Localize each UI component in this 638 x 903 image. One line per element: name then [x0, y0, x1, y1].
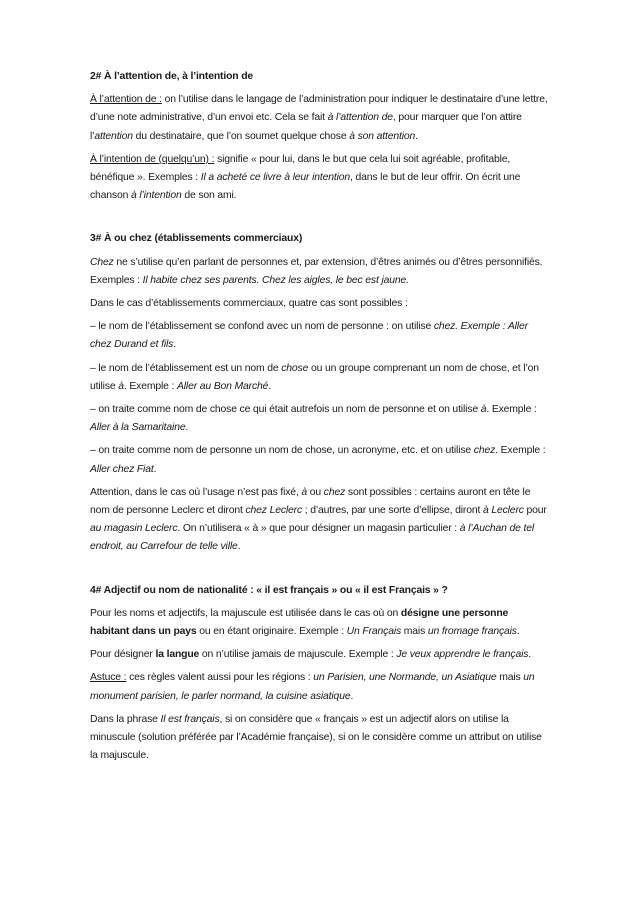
text-run: un fromage français [427, 626, 517, 638]
text-run: – le nom de l’établissement se confond avec un nom de personne : on utilise [90, 321, 434, 333]
text-run: ne s’utilise qu’en parlant de personnes et, par extension, d’êtres animés ou d’êtres personnifiés. Exemples : [90, 256, 543, 286]
text-run: . [516, 626, 520, 638]
text-run: Je veux apprendre le français [396, 649, 529, 661]
paragraph [90, 646, 548, 664]
text-run: . [185, 422, 189, 434]
section-spacer [90, 562, 548, 582]
text-run: . Exemple : [486, 404, 537, 416]
text-run: chez. Exemple : Aller chez Durand et fils [90, 321, 528, 351]
text-run: mais [401, 626, 428, 638]
text-run: à [301, 486, 308, 498]
section-title: 2# À l’attention de, à l’intention de [90, 71, 254, 82]
text-run: Il habite chez ses parents. Chez les aigles, le bec est jaune. [142, 274, 409, 286]
text-run: sont possibles : certains auront en tête le nom de personne Leclerc et diront [90, 486, 531, 517]
text-run: désigne une personne habitant dans un pays [90, 607, 509, 638]
text-run: au magasin Leclerc [90, 523, 178, 535]
text-run: on n’utilise jamais de majuscule. Exemple : [199, 649, 397, 661]
paragraph [90, 484, 548, 557]
text-run: Pour les noms et adjectifs, la majuscule est utilisée dans le cas où on [90, 607, 401, 619]
paragraph [90, 360, 548, 396]
text-run: la langue [155, 649, 200, 661]
text-run: ou [307, 486, 324, 498]
text-run: Attention, dans le cas où l’usage n’est pas fixé, [90, 486, 302, 498]
text-run: chez Leclerc [245, 505, 303, 517]
text-run: , si on considère que « français » est un adjectif alors on utilise la minuscule (solution préférée par l’Académie française), si on le considère comme un attribut on utilise la majuscule. [90, 713, 542, 762]
text-run: attention [94, 130, 133, 142]
paragraph [90, 254, 548, 290]
text-run: . [268, 380, 272, 392]
text-run: . [173, 339, 176, 351]
text-run: . [237, 541, 241, 553]
text-run: Dans la phrase [90, 713, 161, 725]
text-run: Il a acheté ce livre à leur intention [200, 172, 351, 184]
text-run: Un Français [346, 626, 402, 638]
text-run: du destinataire, que l’on soumet quelque chose [132, 130, 350, 142]
text-run: Aller chez Fiat [90, 463, 154, 475]
section-title: 4# Adjectif ou nom de nationalité : « il est français » ou « il est Français » ? [90, 584, 448, 596]
text-run: . [528, 649, 532, 661]
text-run: À l’intention de (quelqu’un) : [90, 153, 215, 165]
text-run: Il est français [160, 713, 220, 725]
text-run: un Parisien, une Normande, un Asiatique [313, 672, 497, 684]
text-run: signifie « pour lui, dans le but que cela lui soit agréable, profitable, bénéfique ». Exemples : [90, 153, 511, 184]
text-run: chose [281, 362, 309, 374]
text-run: – on traite comme nom de chose ce qui était autrefois un nom de personne et on utilise [90, 404, 481, 416]
text-run: ; d’autres, par une sorte d’ellipse, diront [302, 505, 483, 517]
text-run: de son ami. [181, 190, 237, 202]
text-run: – on traite comme nom de personne un nom de chose, un acronyme, etc. et on utilise [90, 445, 474, 457]
text-run: Dans le cas d’établissements commerciaux, quatre cas sont possibles : [90, 298, 408, 310]
text-run: . Exemple : [123, 380, 177, 392]
text-run: à [118, 380, 124, 392]
text-run: , dans le but de leur offrir. On écrit une chanson [90, 172, 521, 202]
text-run: Pour désigner [90, 649, 156, 661]
text-run: , pour marquer que l’on attire l’ [90, 112, 522, 142]
text-run: ces règles valent aussi pour les régions : [126, 672, 314, 684]
text-run: . Exemple : [495, 445, 546, 457]
text-run: à l’attention de [327, 112, 393, 124]
text-run: on l’utilise dans le langage de l’administration pour indiquer le destinataire d’une lettre, d’une note administrative, d’un envoi etc. Cela se fait [90, 94, 548, 124]
paragraph [90, 669, 548, 705]
section-title: 3# À ou chez (établissements commerciaux) [90, 233, 303, 245]
paragraph [90, 151, 548, 206]
text-run: à l’intention [130, 190, 182, 202]
text-run: . On n’utilisera « à » que pour désigner un magasin particulier : [177, 523, 460, 535]
section-spacer [90, 210, 548, 230]
text-run: à [480, 404, 487, 416]
text-run: ou un groupe comprenant un nom de chose, et l’on utilise [90, 362, 539, 392]
text-run: à Leclerc [482, 505, 524, 517]
text-run: à son attention [349, 130, 416, 142]
text-run: À l’attention de : [90, 94, 162, 106]
paragraph [90, 442, 548, 478]
paragraph [90, 295, 548, 313]
paragraph [90, 91, 548, 146]
paragraph [90, 605, 548, 641]
document-body [90, 68, 548, 771]
text-run: mais [496, 672, 524, 684]
text-run: Aller à la Samaritaine [90, 422, 186, 434]
paragraph [90, 318, 548, 354]
text-run: . [153, 463, 157, 475]
text-run: ou en étant originaire. Exemple : [196, 626, 347, 638]
text-run: . [415, 130, 418, 142]
text-run: un monument parisien, le parler normand, la cuisine asiatique [90, 672, 535, 702]
text-run: Aller au Bon Marché [176, 380, 269, 392]
text-run: pour [523, 505, 547, 517]
text-run: Astuce : [90, 672, 127, 684]
text-run: chez [473, 445, 496, 457]
paragraph [90, 711, 548, 766]
text-run: chez [323, 486, 346, 498]
paragraph [90, 401, 548, 437]
text-run: – le nom de l’établissement est un nom de [90, 362, 282, 374]
text-run: Chez [90, 256, 114, 268]
text-run: à l’Auchan de tel endroit, au Carrefour de telle ville [90, 523, 535, 553]
text-run: . [350, 690, 354, 702]
